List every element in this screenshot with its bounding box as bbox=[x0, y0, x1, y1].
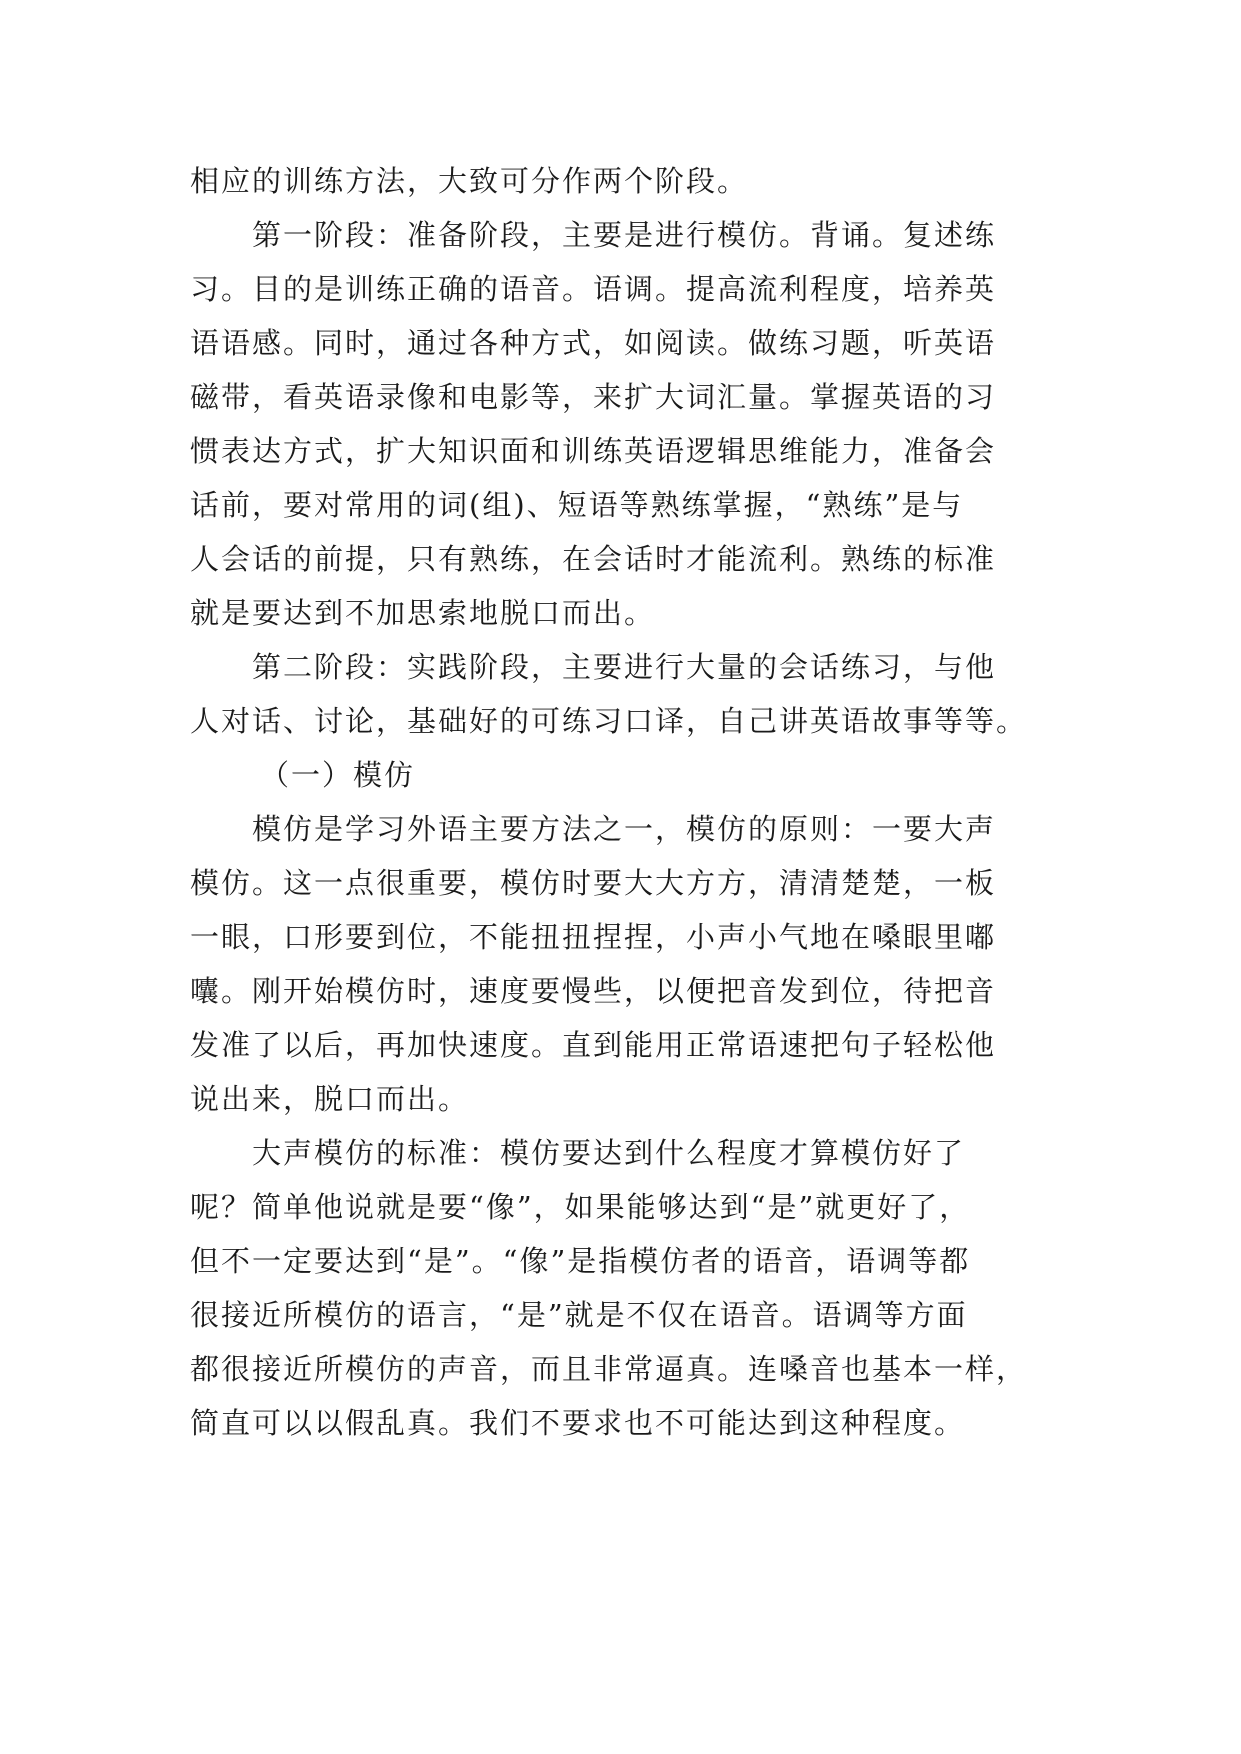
text-line: 磁带，看英语录像和电影等，来扩大词汇量。掌握英语的习 bbox=[190, 380, 997, 414]
text-line: 人会话的前提，只有熟练，在会话时才能流利。熟练的标准 bbox=[190, 542, 997, 576]
text-line: 发准了以后，再加快速度。直到能用正常语速把句子轻松他 bbox=[190, 1028, 997, 1062]
text-line: 简直可以以假乱真。我们不要求也不可能达到这种程度。 bbox=[190, 1406, 966, 1440]
document-body bbox=[190, 154, 1050, 1450]
text-line: 说出来，脱口而出。 bbox=[190, 1082, 470, 1116]
paragraph-imitation-principle bbox=[190, 802, 1050, 1126]
text-line: 大声模仿的标准：模仿要达到什么程度才算模仿好了 bbox=[252, 1136, 966, 1170]
text-line: 都很接近所模仿的声音，而且非常逼真。连嗓音也基本一样， bbox=[190, 1352, 1028, 1386]
text-line: 呢？简单他说就是要“像”，如果能够达到“是”就更好了， bbox=[190, 1190, 971, 1224]
paragraph-imitation-standard bbox=[190, 1126, 1050, 1450]
text-line: 语语感。同时，通过各种方式，如阅读。做练习题，听英语 bbox=[190, 326, 997, 360]
paragraph-intro-tail bbox=[190, 154, 1050, 208]
paragraph-stage-one bbox=[190, 208, 1050, 640]
text-line: 模仿是学习外语主要方法之一，模仿的原则：一要大声 bbox=[252, 812, 997, 846]
text-line: 就是要达到不加思索地脱口而出。 bbox=[190, 596, 656, 630]
text-line: 习。目的是训练正确的语音。语调。提高流利程度，培养英 bbox=[190, 272, 997, 306]
text-line: 人对话、讨论，基础好的可练习口译，自己讲英语故事等等。 bbox=[190, 704, 1028, 738]
text-line: 模仿。这一点很重要，模仿时要大大方方，清清楚楚，一板 bbox=[190, 866, 997, 900]
text-line: 一眼，口形要到位，不能扭扭捏捏，小声小气地在嗓眼里嘟 bbox=[190, 920, 997, 954]
text-line: 但不一定要达到“是”。“像”是指模仿者的语音，语调等都 bbox=[190, 1244, 971, 1278]
text-line: 第二阶段：实践阶段，主要进行大量的会话练习，与他 bbox=[252, 650, 997, 684]
section-heading: （一）模仿 bbox=[260, 758, 416, 792]
text-line: 相应的训练方法，大致可分作两个阶段。 bbox=[190, 164, 749, 198]
text-line: 第一阶段：准备阶段，主要是进行模仿。背诵。复述练 bbox=[252, 218, 997, 252]
text-line: 话前，要对常用的词(组)、短语等熟练掌握，“熟练”是与 bbox=[190, 488, 964, 522]
text-line: 惯表达方式，扩大知识面和训练英语逻辑思维能力，准备会 bbox=[190, 434, 997, 468]
section-heading-imitation bbox=[190, 748, 1050, 802]
paragraph-stage-two bbox=[190, 640, 1050, 748]
text-line: 囔。刚开始模仿时，速度要慢些，以便把音发到位，待把音 bbox=[190, 974, 997, 1008]
text-line: 很接近所模仿的语言，“是”就是不仅在语音。语调等方面 bbox=[190, 1298, 968, 1332]
